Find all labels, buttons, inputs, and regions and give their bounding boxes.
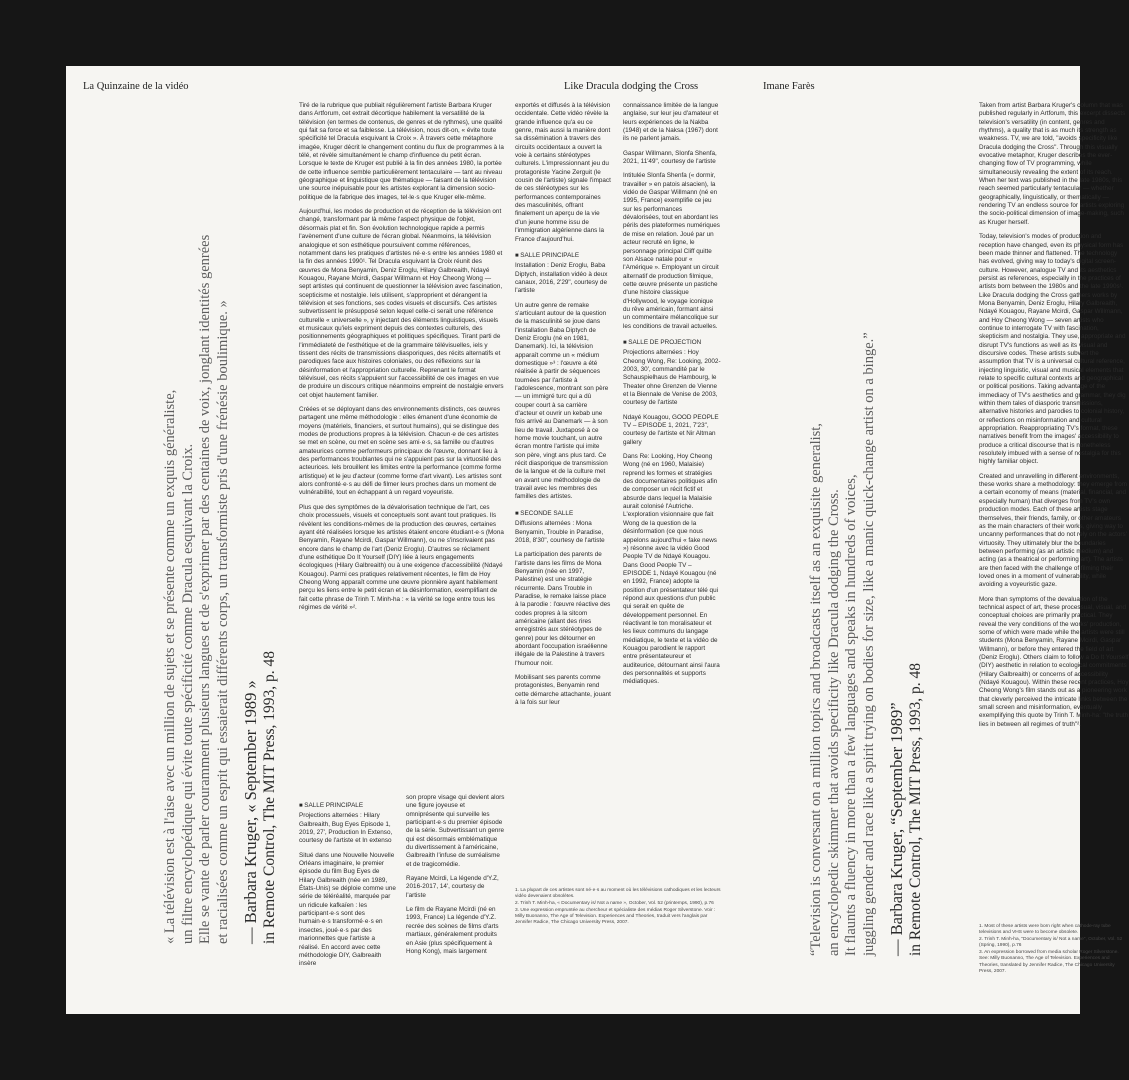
body-paragraph: La participation des parents de l'artiste dans les films de Mona Benyamin (née en 1997, Palestine) est une stratégie récurrente. Dans Trouble in Paradise, le remake laisse place à la parodie : l'œuvre réactive des codes propres à la sitcom américaine (allant des rires enregistrés aux stéréotypes de genre) pour les détourner en abordant l'occupation israélienne illégale de la Palestine à travers l'humour noir. xyxy=(515,551,611,667)
body-paragraph: Situé dans une Nouvelle Nouvelle Orléans imaginaire, le premier épisode du film Bug Eyes de Hilary Galbreaith (née en 1989, États-Unis) se déploie comme une série de téléréalité, marquée par un ridicule kafkaïen : les participant·e·s sont des humain·e·s transformé·e·s en insectes, joué·e·s par des marionnettes que l'artiste a réalisé. En accord avec cette méthodologie DIY, Galbreaith insère xyxy=(299,851,396,968)
french-body-column-2 xyxy=(515,102,611,713)
body-paragraph: Installation : Deniz Eroglu, Baba Diptych, installation vidéo à deux canaux, 2016, 2'29", courtesy de l'artiste xyxy=(515,262,608,295)
footnote: 2. Trinh T. Minh-ha, « Documentary is/ Not a name », October, Vol. 52 (printemps, 1990), p.76 xyxy=(515,901,714,907)
body-paragraph: Créées et se déployant dans des environnements distincts, ces œuvres partagent une même méthodologie : elles émanent d'une économie de moyens (matériels, financiers, et surtout humains), qui se distingue des modes de productions propres à la télévision. Chacun·e de ces artistes se met en scène, ou met en scène ses ami·e·s, sa famille ou d'autres amateurices comme performeurs principaux de l'œuvre, donnant lieu à des performances troublantes qui ne s'appuient pas sur la virtuosité des acteurices. Iels brouillent les limites entre la performance (comme forme artistique) et le jeu d'acteur (comme forme d'art vivant). Les artistes sont alors confronté·e·s au défi de filmer leurs proches dans un moment de vulnérabilité, tout en échappant à un regard voyeuriste. xyxy=(299,406,502,497)
body-paragraph: Taken from artist Barbara Kruger's column that was published regularly in Artforum, this excerpt dissects television's versatility (in content, genres and rhythms), a quality that is as much its strength as weakness. TV, we are told, "avoids specificity like Dracula dodging the Cross". Through this visually evocative metaphor, Kruger describes the ever-changing flow of TV programming, while simultaneously revealing the extent of its reach. When her text was published in the late 1980s, this reach seemed particularly tentacular — whether geographically, linguistically, or thematically — rendering TV an endless source for artists exploring the socio-political dimension of image-making, such as Kruger herself. xyxy=(979,102,1126,226)
body-paragraph: exportés et diffusés à la télévision occidentale. Cette vidéo révèle la grande influence qu'a eu ce genre, mais aussi la manière dont sa dissémination à travers des circuits occidentaux a ouvert la voie à certains stéréotypes culturels. L'impressionnant jeu du protagoniste Yacine Zerguit (le cousin de l'artiste) signale l'impact de ces stéréotypes sur les performances contemporaines des masculinités, offrant finalement un aperçu de la vie d'un jeune homme issu de l'immigration algérienne dans la France d'aujourd'hui. xyxy=(515,102,611,243)
header-left: La Quinzaine de la vidéo xyxy=(83,81,189,92)
body-paragraph: Un autre genre de remake s'articulant autour de la question de la masculinité se joue dans l'installation Baba Diptych de Deniz Eroglu (né en 1981, Danemark). Ici, la télévision apparaît comme un « médium domestique »³ : l'œuvre a été réalisée à partir de séquences tournées par l'artiste à l'adolescence, montrant son père — un immigré turc qui a dû couper court à sa carrière d'acteur et ouvrir un kebab une fois arrivé au Danemark — à son lieu de travail. Juxtaposé à ce home movie touchant, un autre écran montre l'artiste qui imite son père, vingt ans plus tard. Ce récit diasporique de transmission de la langue et de la culture met en avant une méthodologie de travail avec les membres des familles des artistes. xyxy=(515,301,609,501)
french-quote-attribution: — Barbara Kruger, « September 1989 » xyxy=(241,680,260,944)
english-quote-source: in Remote Control, The MIT Press, 1993, p. 48 xyxy=(907,662,924,956)
body-paragraph: Tiré de la rubrique que publiait régulièrement l'artiste Barbara Kruger dans Artforum, cet extrait décortique habilement la versatilité de la télévision (en termes de contenus, de genres et de rythmes), une qualité qui fait sa force et sa faiblesse. La télévision, nous dit-on, « évite toute spécificité tel Dracula esquivant la Croix ». À travers cette métaphore imagée, Kruger décrit le changement continu du flux de programmes à la télé, et révèle simultanément le champ d'influence du petit écran. Lorsque le texte de Kruger est publié à la fin des années 1980, la portée de cette influence semble particulièrement tentaculaire — tant au niveau géographique et linguistique que thématique — faisant de la télévision une source inépuisable pour les artistes explorant la dimension socio-politique de la fabrique des images, tel·le·s que Kruger elle-même. xyxy=(299,102,504,201)
body-paragraph: son propre visage qui devient alors une figure joyeuse et omniprésente qui surveille les participant·e·s du premier épisode de la série. Subvertissant un genre qui est désormais emblématique du divertissement à l'américaine, Galbreaith l'infuse de surréalisme et de tragicomédie. xyxy=(406,794,505,868)
body-paragraph: Ndayé Kouagou, GOOD PEOPLE TV – EPISODE 1, 2021, 7'23", courtesy de l'artiste et Nir Altman gallery xyxy=(623,413,719,446)
footnote: 3. Une expression empruntée au chercheur et spécialiste des médias Roger Silverstone. Voir : Milly Buonanno, The Age of Television. Experiences and Theories, traduit vers l'anglais par Jennifer Radice, The Chicago University Press, 2007. xyxy=(515,908,716,926)
section-heading: ■ SECONDE SALLE xyxy=(515,510,611,518)
body-paragraph: Plus que des symptômes de la dévalorisation technique de l'art, ces choix processuels, visuels et conceptuels sont avant tout pratiques. Ils révèlent les conditions-mêmes de la production des œuvres, certaines ayant été réalisées lorsque les artistes étaient encore étudiant·e·s (Mona Benyamin, Rayane Mcirdi, Gaspar Willmann), ou ne s'inscrivaient pas encore dans le champ de l'art (Deniz Eroglu). D'autres se réclament d'une esthétique Do It Yourself (DIY) liée à leurs engagements écologiques (Hilary Galbreaith) ou à une exigence d'accessibilité (Ndayé Kouagou). Parmi ces pratiques relativement récentes, le film de Hoy Cheong Wong apparaît comme une œuvre pionnière ayant habilement perçu les liens entre le petit écran et la désinformation, exemplifiant de fait cette phrase de Trinh T. Minh-ha : « la vérité se loge entre tous les régimes de vérité »². xyxy=(299,503,504,611)
french-quote-line: Elle se vante de parler couramment plusieurs langues et de s'exprimer par des centaines de voix, jonglant identités genrées xyxy=(197,234,213,944)
body-paragraph: Mobilisant ses parents comme protagonistes, Benyamin rend cette démarche attachante, jouant à la fois sur leur xyxy=(515,674,611,707)
footnote: 3. An expression borrowed from media scholar Roger Silverstone. See: Milly Buonanno, The Age of Television. Experiences and Theories, translated by Jennifer Radice, The Chicago University Press, 2007. xyxy=(979,950,1119,974)
footnote: 2. Trinh T. Minh-ha, "Documentary is/ Not a name", October, Vol. 52 (Spring, 1990), p.76 xyxy=(979,937,1123,949)
body-paragraph: Diffusions alternées : Mona Benyamin, Trouble in Paradise, 2018, 8'30", courtesy de l'artiste xyxy=(515,520,605,544)
french-quote-source: in Remote Control, The MIT Press, 1993, p. 48 xyxy=(261,650,278,944)
section-heading: ■ SALLE PRINCIPALE xyxy=(515,252,611,260)
french-quote-line: un filtre encyclopédique qui évite toute spécificité comme Dracula esquivant la Croix. xyxy=(179,443,196,944)
body-paragraph: Gaspar Willmann, Slonfa Shenfa, 2021, 11'49", courtesy de l'artiste xyxy=(623,149,717,166)
body-paragraph: More than symptoms of the devaluation of the technical aspect of art, these processual, visual, and conceptual choices are primarily practical. They reveal the very conditions of the works' production, some of which were made while the artists were still students (Mona Benyamin, Rayane Mcirdi, Gaspar Willmann), or before they entered the field of art (Deniz Eroglu). Others claim to follow a Do It Yourself (DIY) aesthetic in relation to ecological commitments (Hilary Galbreaith) or concerns of accessibility (Ndayé Kouagou). Within these recent practices, Hoy Cheong Wong's film stands out as a pioneering work that cleverly perceived the intricate links between the small screen and misinformation, eventually exemplifying this quote by Trinh T. Minh-ha: "the truth lies in between all regimes of truth"². xyxy=(979,595,1129,728)
english-quote-line: juggling gender and race like a spirit trying on bodies for size, like a manic quick-change artist on a binge.” xyxy=(860,332,877,956)
english-footnotes xyxy=(979,924,1129,976)
english-quote-block xyxy=(808,196,925,956)
english-quote-line: It flaunts a fluency in more than a few languages and speaks in hundreds of voices, xyxy=(843,474,859,956)
body-paragraph: Projections alternées : Hoy Cheong Wong, Re: Looking, 2002-2003, 30', commandité par le Schauspielhaus de Hambourg, le Theater ohne Grenzen de Vienne et la Biennale de Venise de 2003, courtesy de l'artiste xyxy=(623,349,721,407)
header-title: Like Dracula dodging the Cross xyxy=(564,81,699,92)
french-quote-block xyxy=(162,184,279,944)
body-paragraph: Le film de Rayane Mcirdi (né en 1993, France) La légende d'Y.Z. recrée des scènes de films d'arts martiaux, généralement produits en Asie (plus spécifiquement à Hong Kong), mais largement xyxy=(406,906,499,955)
body-paragraph: Dans Re: Looking, Hoy Cheong Wong (né en 1960, Malaisie) reprend les formes et stratégies des documentaires politiques afin de composer un récit fictif et absurde dans lequel la Malaisie aurait colonisé l'Autriche. L'exploration visionnaire que fait Wong de la question de la désinformation (ce que nous appelons aujourd'hui « fake news ») résonne avec la vidéo Good People TV de Ndayé Kouagou. Dans Good People TV – EPISODE 1, Ndayé Kouagou (né en 1992, France) adopte la position d'un présentateur télé qui répond aux questions d'un public qui serait en quête de développement personnel. En réactivant le ton moralisateur et les lieux communs du langage médiatique, le texte et la vidéo de Kouagou parodient le rapport entre présentateureur et auditeurice, détournant ainsi l'aura des personnalités et supports médiatiques. xyxy=(623,453,720,686)
french-body-column-1 xyxy=(299,102,504,618)
french-body-column-3 xyxy=(623,102,721,693)
body-paragraph: Today, television's modes of production and reception have changed, even its physical form has been made thinner and flattened. The technology has evolved, giving way to today's digital screen-culture. However, analogue TV and its aesthetics persist as references, especially in the practices of artists born between the 1980s and the late 1990s¹. Like Dracula dodging the Cross gathers works by Mona Benyamin, Deniz Eroglu, Hilary Galbreaith, Ndayé Kouagou, Rayane Mcirdi, Gaspar Willmann, and Hoy Cheong Wong — seven artists who continue to interrogate TV with fascination, skepticism and nostalgia. They use, appropriate and disrupt TV's functions as well as its visual and discursive codes. These artists subvert the assumption that TV is a universal cultural reference, injecting linguistic, visual and musical elements that relate to specific cultural contexts and geographical or political positions. Taking advantage of the immediacy of TV's aesthetics and grammar, they dig within them tales of diasporic transmissions, alternative histories and parodies to colonial history, or reflections on misinformation and cultural appropriation. Reappropriating TV's format, these narratives benefit from the images' accessibility to produce a critical discourse that is nonetheless resolutely imbued with a sense of nostalgia for this highly familiar object. xyxy=(979,233,1126,466)
footnote: 1. La plupart de ces artistes sont né·e·s au moment où les télévisions cathodiques et les lecteurs vidéo devenaient obsolètes. xyxy=(515,888,721,900)
section-heading: ■ SALLE PRINCIPALE xyxy=(299,802,397,810)
french-footnotes xyxy=(515,888,725,928)
header-author: Imane Farès xyxy=(763,81,815,92)
english-quote-attribution: — Barbara Kruger, “September 1989” xyxy=(887,702,906,956)
body-paragraph: Intitulée Slonfa Shenfa (« dormir, travailler » en patois alsacien), la vidéo de Gaspar Willmann (né en 1995, France) exemplifie ce jeu sur les performances dévalorisées, tout en abordant les périls des plateformes numériques de mise en relation. Joué par un acteur recruté en ligne, le personnage principal Cliff quitte son Alsace natale pour « l'Amérique ». Employant un circuit alternatif de production filmique, cette œuvre présente un pastiche d'une histoire classique d'Hollywood, le voyage iconique du rêve américain, formant ainsi un commentaire mélancolique sur les conditions de travail actuelles. xyxy=(623,172,720,330)
body-paragraph: connaissance limitée de la langue anglaise, sur leur jeu d'amateur et leurs expériences de la Nakba (1948) et de la Naksa (1967) dont ils ne parlent jamais. xyxy=(623,102,719,143)
french-quote-line: « La télévision est à l'aise avec un million de sujets et se présente comme un exquis généraliste, xyxy=(162,389,178,944)
body-paragraph: Aujourd'hui, les modes de production et de réception de la télévision ont changé, transformant par là même l'aspect physique de l'objet, désormais plat et fin. Son évolution technologique rapide a permis l'avènement d'une culture de l'écran global. Néanmoins, la télévision analogique et son esthétique poursuivent comme références, notamment dans les pratiques d'artistes né·e·s entre les années 1980 et la fin des années 1990¹. Tel Dracula esquivant la Croix réunit des œuvres de Mona Benyamin, Deniz Eroglu, Hilary Galbreaith, Ndayé Kouagou, Rayane Mcirdi, Gaspar Willmann et Hoy Cheong Wong — sept artistes qui continuent de questionner la télévision avec fascination, scepticisme et nostalgie. Iels utilisent, s'approprient et dérangent la télévision et ses fonctions, ses codes visuels et discursifs. Ces artistes subvertissent le présupposé selon lequel celle-ci serait une référence culturelle « universelle », y injectant des éléments linguistiques, visuels et musicaux qu'iels expriment depuis des contextes culturels, des positionnements géographiques et politiques spécifiques. Tirant parti de l'immédiateté de l'esthétique et de la grammaire télévisuelles, iels y tissent des récits de transmissions diasporiques, des récits alternatifs et parodiques face aux histoires coloniales, ou des réflexions sur la désinformation et l'appropriation culturelle. Reprenant le format télévisuel, ces récits s'appuient sur l'accessibilité de ces images en vue de produire un discours critique néanmoins empreint de nostalgie envers cet objet hautement familier. xyxy=(299,208,504,399)
section-heading: ■ SALLE DE PROJECTION xyxy=(623,339,721,347)
french-subcolumn-b xyxy=(406,794,505,962)
english-body-column xyxy=(979,102,1129,735)
body-paragraph: Created and unravelling in different environments, these works share a methodology: they emerge from a certain economy of means (material, financial, and especially human) that diverges from TV's own production modes. Each of these artists stage themselves, their friends, family, or other amateurs as the main characters of their works, giving way to uncanny performances that do not rely on the actors' virtuosity. They ultimately blur the boundaries between performing (as an artistic medium) and acting (as a theatrical or performing art). The artists are then faced with the challenge of filming their loved ones in a moment of vulnerability, while avoiding a voyeuristic gaze. xyxy=(979,472,1128,589)
body-paragraph: Projections alternées : Hilary Galbreaith, Bug Eyes Episode 1, 2019, 27', Production In Extenso, courtesy de l'artiste et In extenso xyxy=(299,812,393,845)
english-quote-line: an encyclopedic skimmer that avoids specificity like Dracula dodging the Cross. xyxy=(825,489,842,956)
french-quote-line: et racialisées comme un esprit qui essaierait différents corps, un transformiste pris d'une frénésie boulimique. » xyxy=(214,300,231,944)
french-subcolumn-a xyxy=(299,794,397,975)
document-spread xyxy=(66,66,1129,1014)
body-paragraph: Rayane Mcirdi, La légende d'Y.Z, 2016-2017, 14', courtesy de l'artiste xyxy=(406,875,499,899)
footnote: 1. Most of these artists were born right when cathode-ray tube televisions and VHS were to become obsolete. xyxy=(979,924,1111,936)
english-quote-line: “Television is conversant on a million topics and broadcasts itself as an exquisite generalist, xyxy=(808,423,824,956)
